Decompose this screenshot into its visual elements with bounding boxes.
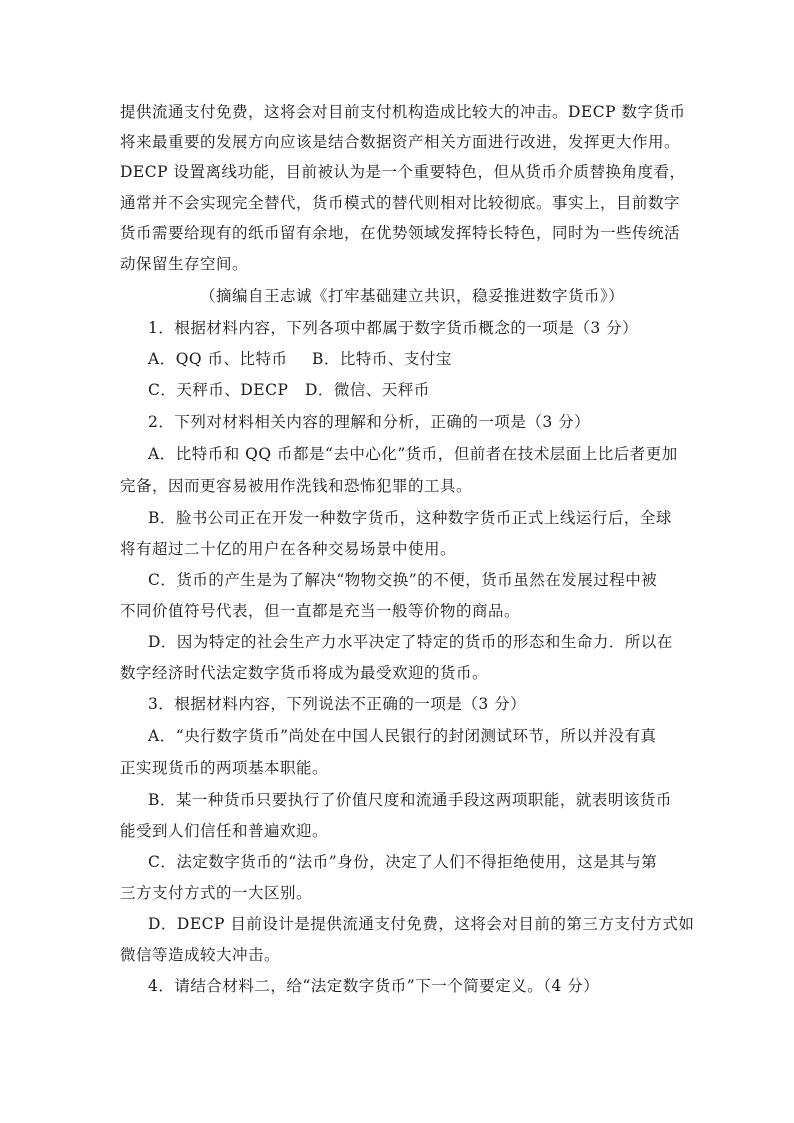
q3-option-b-cont: 能受到人们信任和普遍欢迎。	[120, 822, 329, 840]
q3-option-b: B．某一种货币只要执行了价值尺度和流通手段这两项职能，就表明该货币	[148, 791, 672, 809]
passage-line: 通常并不会实现完全替代，货币模式的替代则相对比较彻底。事实上，目前数字	[120, 194, 681, 212]
passage-line: 货币需要给现有的纸币留有余地，在优势领域发挥特长特色，同时为一些传统活	[120, 224, 681, 242]
q2-option-c: C．货币的产生是为了解决“物物交换”的不便，货币虽然在发展过程中被	[148, 571, 658, 589]
q2-option-b-cont: 将有超过二十亿的用户在各种交易场景中使用。	[120, 540, 457, 558]
q2-option-b: B．脸书公司正在开发一种数字货币，这种数字货币正式上线运行后，全球	[148, 509, 672, 527]
q2-option-d: D．因为特定的社会生产力水平决定了特定的货币的形态和生命力．所以在	[148, 633, 673, 651]
q2-option-a-cont: 完备，因而更容易被用作洗钱和恐怖犯罪的工具。	[120, 477, 473, 495]
q1-option-b: B．比特币、支付宝	[312, 350, 452, 368]
q2-stem: 2．下列对材料相关内容的理解和分析，正确的一项是（3 分）	[148, 413, 591, 431]
source-citation: （摘编自王志诚《打牢基础建立共识，稳妥推进数字货币》）	[200, 287, 625, 305]
q3-option-d: D．DECP 目前设计是提供流通支付免费，这将会对目前的第三方支付方式如	[148, 915, 695, 933]
q1-option-a: A．QQ 币、比特币	[148, 350, 288, 368]
passage-line: 将来最重要的发展方向应该是结合数据资产相关方面进行改进，发挥更大作用。	[120, 133, 681, 151]
q3-option-a: A．“央行数字货币”尚处在中国人民银行的封闭测试环节，所以并没有真	[148, 727, 657, 745]
passage-line: DECP 设置离线功能，目前被认为是一个重要特色，但从货币介质替换角度看，	[120, 163, 686, 181]
q3-option-d-cont: 微信等造成较大冲击。	[120, 946, 281, 964]
q2-option-c-cont: 不同价值符号代表，但一直都是充当一般等价物的商品。	[120, 602, 521, 620]
q2-option-d-cont: 数字经济时代法定数字货币将成为最受欢迎的货币。	[120, 664, 489, 682]
q1-option-d: D．微信、天秤币	[305, 381, 430, 399]
passage-line: 动保留生存空间。	[120, 255, 249, 273]
q4-stem: 4．请结合材料二，给“法定数字货币”下一个简要定义。（4 分）	[148, 977, 600, 995]
q1-stem: 1．根据材料内容，下列各项中都属于数字货币概念的一项是（3 分）	[148, 319, 639, 337]
q1-option-c: C．天秤币、DECP	[148, 381, 289, 399]
q2-option-a: A．比特币和 QQ 币都是“去中心化”货币，但前者在技术层面上比后者更加	[148, 445, 678, 463]
q3-stem: 3．根据材料内容，下列说法不正确的一项是（3 分）	[148, 695, 527, 713]
q3-option-a-cont: 正实现货币的两项基本职能。	[120, 759, 329, 777]
q3-option-c-cont: 三方支付方式的一大区别。	[120, 884, 313, 902]
q3-option-c: C．法定数字货币的“法币”身份，决定了人们不得拒绝使用，这是其与第	[148, 853, 658, 871]
passage-line: 提供流通支付免费，这将会对目前支付机构造成比较大的冲击。DECP 数字货币	[120, 103, 686, 121]
